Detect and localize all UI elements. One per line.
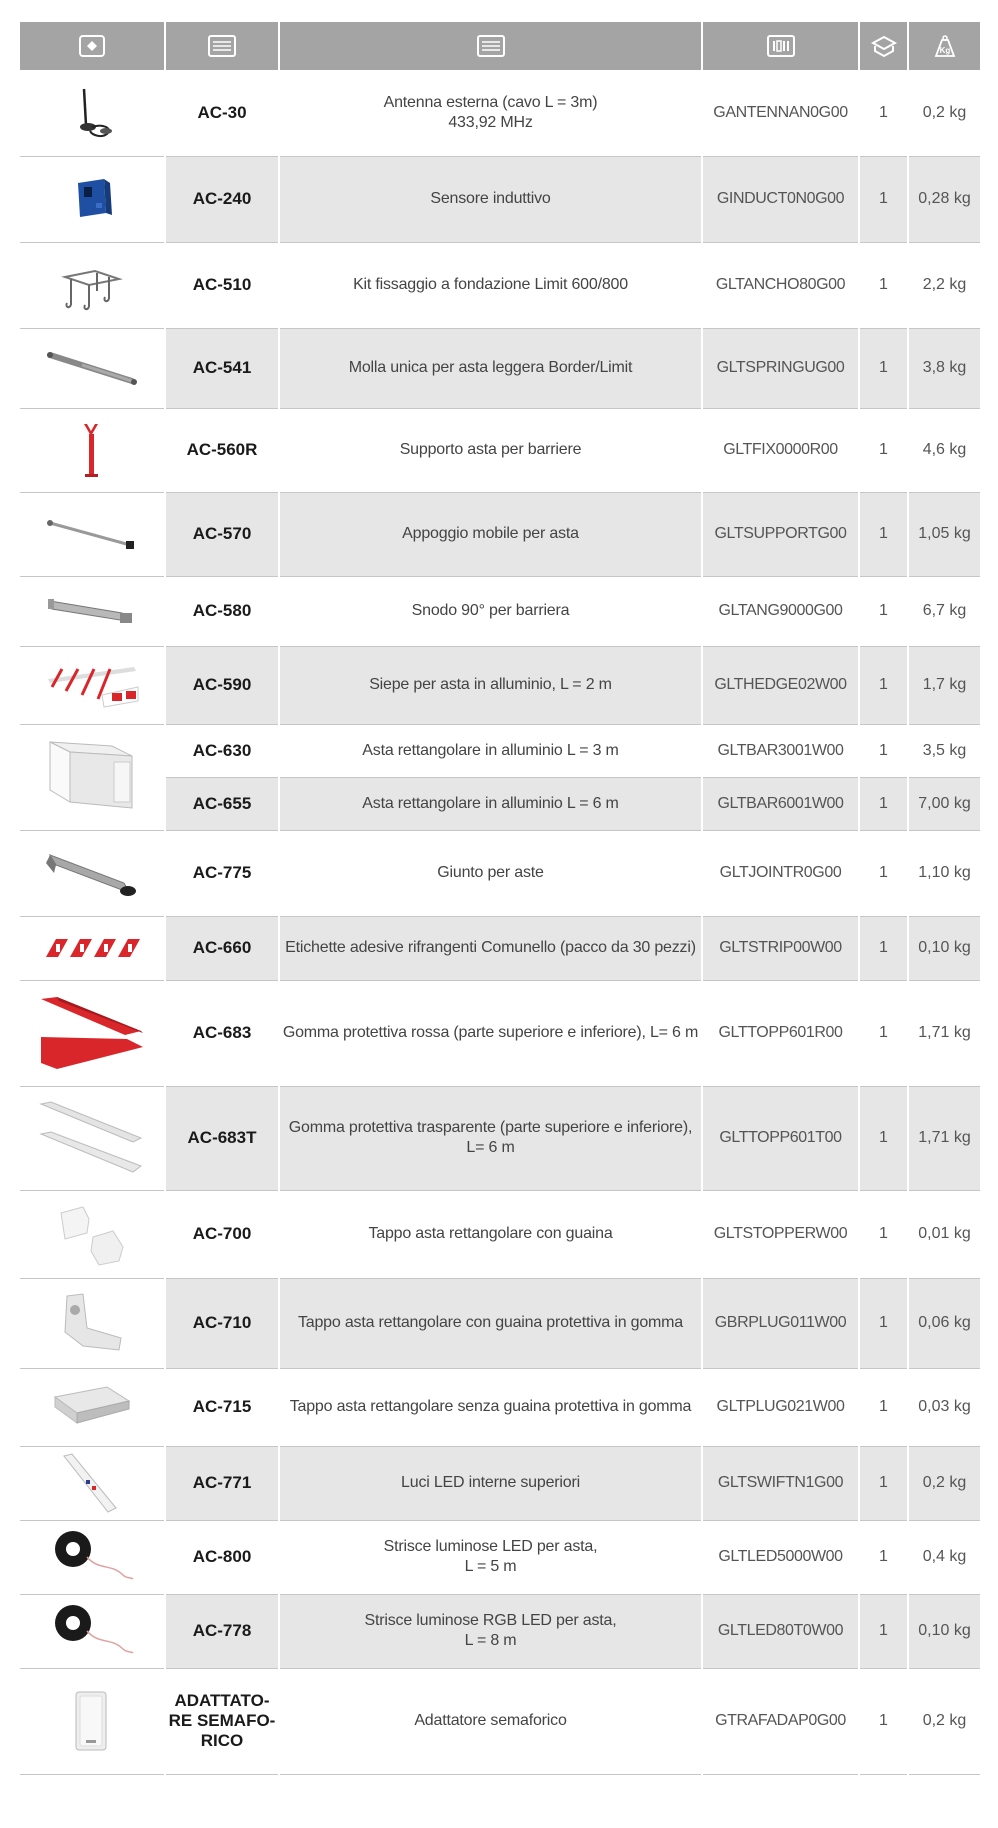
product-image-cell <box>20 1278 165 1368</box>
table-row <box>20 156 980 242</box>
product-quantity: 1 <box>859 1520 908 1594</box>
svg-text:Kg: Kg <box>939 46 950 55</box>
table-row <box>20 328 980 408</box>
table-row <box>20 1190 980 1278</box>
product-code: AC-771 <box>165 1446 279 1520</box>
product-code: AC-541 <box>165 328 279 408</box>
skirt-icon <box>42 657 142 713</box>
product-description: Molla unica per asta leggera Border/Limit <box>279 328 702 408</box>
table-row <box>20 1446 980 1520</box>
table-header <box>20 22 980 70</box>
product-weight: 4,6 kg <box>908 408 980 492</box>
product-quantity: 1 <box>859 1278 908 1368</box>
product-weight: 0,06 kg <box>908 1278 980 1368</box>
product-reference: GINDUCT0N0G00 <box>702 156 859 242</box>
product-reference: GLTLED5000W00 <box>702 1520 859 1594</box>
product-reference: GLTSTRIP00W00 <box>702 916 859 980</box>
product-quantity: 1 <box>859 1190 908 1278</box>
product-reference: GBRPLUG011W00 <box>702 1278 859 1368</box>
clear-rubber-icon <box>37 1098 147 1178</box>
product-quantity: 1 <box>859 328 908 408</box>
table-row <box>20 1668 980 1774</box>
product-quantity: 1 <box>859 1446 908 1520</box>
product-image-cell <box>20 646 165 724</box>
product-description: Siepe per asta in alluminio, L = 2 m <box>279 646 702 724</box>
product-weight: 1,71 kg <box>908 1086 980 1190</box>
product-weight: 3,8 kg <box>908 328 980 408</box>
product-reference: GTRAFADAP0G00 <box>702 1668 859 1774</box>
product-reference: GLTBAR3001W00 <box>702 724 859 777</box>
product-description: Kit fissaggio a fondazione Limit 600/800 <box>279 242 702 328</box>
product-reference: GANTENNAN0G00 <box>702 70 859 156</box>
product-code: AC-700 <box>165 1190 279 1278</box>
mobile-rest-icon <box>42 509 142 559</box>
product-image-cell <box>20 1668 165 1774</box>
product-weight: 0,01 kg <box>908 1190 980 1278</box>
code-list-icon <box>207 34 237 58</box>
product-description: Tappo asta rettangolare con guaina <box>279 1190 702 1278</box>
product-reference: GLTJOINTR0G00 <box>702 830 859 916</box>
product-reference: GLTSTOPPERW00 <box>702 1190 859 1278</box>
product-code: AC-715 <box>165 1368 279 1446</box>
product-reference: GLTSUPPORTG00 <box>702 492 859 576</box>
product-code: AC-655 <box>165 777 279 830</box>
boom-joint-icon <box>42 843 142 903</box>
table-row <box>20 408 980 492</box>
product-description: Gomma protettiva rossa (parte superiore e inferiore), L= 6 m <box>279 980 702 1086</box>
product-weight: 1,7 kg <box>908 646 980 724</box>
product-reference: GLTANCHO80G00 <box>702 242 859 328</box>
rgb-led-reel-icon <box>47 1601 137 1661</box>
product-weight: 0,28 kg <box>908 156 980 242</box>
header-image-cell <box>20 22 165 70</box>
product-quantity: 1 <box>859 1594 908 1668</box>
product-code: AC-510 <box>165 242 279 328</box>
product-reference: GLTSPRINGUG00 <box>702 328 859 408</box>
product-description: Antenna esterna (cavo L = 3m) 433,92 MHz <box>279 70 702 156</box>
product-description: Supporto asta per barriere <box>279 408 702 492</box>
weight-kg-icon <box>933 34 957 58</box>
accessories-table <box>20 22 980 1775</box>
table-row <box>20 1594 980 1668</box>
product-quantity: 1 <box>859 242 908 328</box>
product-description: Sensore induttivo <box>279 156 702 242</box>
product-reference: GLTTOPP601T00 <box>702 1086 859 1190</box>
product-weight: 1,71 kg <box>908 980 980 1086</box>
product-weight: 1,05 kg <box>908 492 980 576</box>
product-quantity: 1 <box>859 724 908 777</box>
product-code: AC-630 <box>165 724 279 777</box>
header-description-cell <box>279 22 702 70</box>
table-row <box>20 492 980 576</box>
product-description: Adattatore semaforico <box>279 1668 702 1774</box>
product-image-cell <box>20 328 165 408</box>
product-code: AC-683T <box>165 1086 279 1190</box>
product-weight: 6,7 kg <box>908 576 980 646</box>
header-quantity-cell <box>859 22 908 70</box>
product-description: Tappo asta rettangolare con guaina protettiva in gomma <box>279 1278 702 1368</box>
product-image-cell <box>20 980 165 1086</box>
product-description: Appoggio mobile per asta <box>279 492 702 576</box>
product-quantity: 1 <box>859 70 908 156</box>
product-reference: GLTHEDGE02W00 <box>702 646 859 724</box>
end-cap-plain-icon <box>47 1377 137 1437</box>
product-image-cell <box>20 1368 165 1446</box>
product-description: Tappo asta rettangolare senza guaina protettiva in gomma <box>279 1368 702 1446</box>
product-image-cell <box>20 576 165 646</box>
foundation-kit-icon <box>57 257 127 313</box>
product-image-cell <box>20 724 165 830</box>
product-quantity: 1 <box>859 1086 908 1190</box>
table-row <box>20 70 980 156</box>
led-strip-reel-icon <box>47 1527 137 1587</box>
table-row <box>20 916 980 980</box>
inductive-sensor-icon <box>62 171 122 227</box>
product-code: AC-660 <box>165 916 279 980</box>
product-image-cell <box>20 1594 165 1668</box>
table-row <box>20 1086 980 1190</box>
product-weight: 7,00 kg <box>908 777 980 830</box>
product-code: ADATTATO- RE SEMAFO- RICO <box>165 1668 279 1774</box>
product-code: AC-240 <box>165 156 279 242</box>
product-image-cell <box>20 408 165 492</box>
product-image-cell <box>20 916 165 980</box>
product-image-cell <box>20 1086 165 1190</box>
product-weight: 0,2 kg <box>908 1446 980 1520</box>
product-description: Snodo 90° per barriera <box>279 576 702 646</box>
product-description: Luci LED interne superiori <box>279 1446 702 1520</box>
product-reference: GLTPLUG021W00 <box>702 1368 859 1446</box>
joint-90-icon <box>42 591 142 631</box>
product-image-cell <box>20 830 165 916</box>
product-reference: GLTANG9000G00 <box>702 576 859 646</box>
barcode-icon <box>766 34 796 58</box>
product-image-icon <box>78 34 106 58</box>
product-code: AC-710 <box>165 1278 279 1368</box>
product-code: AC-30 <box>165 70 279 156</box>
description-list-icon <box>476 34 506 58</box>
product-image-cell <box>20 1520 165 1594</box>
product-weight: 0,2 kg <box>908 70 980 156</box>
product-description: Asta rettangolare in alluminio L = 6 m <box>279 777 702 830</box>
package-box-icon <box>870 34 898 58</box>
rectangular-boom-icon <box>42 732 142 822</box>
product-quantity: 1 <box>859 646 908 724</box>
table-row <box>20 1278 980 1368</box>
antenna-icon <box>62 85 122 141</box>
product-code: AC-683 <box>165 980 279 1086</box>
product-weight: 0,4 kg <box>908 1520 980 1594</box>
product-quantity: 1 <box>859 1368 908 1446</box>
table-row <box>20 242 980 328</box>
product-reference: GLTBAR6001W00 <box>702 777 859 830</box>
end-cap-rubber-icon <box>47 1288 137 1358</box>
product-quantity: 1 <box>859 777 908 830</box>
table-row <box>20 1368 980 1446</box>
reflective-labels-icon <box>42 933 142 963</box>
product-code: AC-775 <box>165 830 279 916</box>
product-code: AC-570 <box>165 492 279 576</box>
product-weight: 1,10 kg <box>908 830 980 916</box>
table-row <box>20 576 980 646</box>
end-cap-icon <box>47 1199 137 1269</box>
product-image-cell <box>20 156 165 242</box>
spring-icon <box>42 343 142 393</box>
product-reference: GLTFIX0000R00 <box>702 408 859 492</box>
product-quantity: 1 <box>859 156 908 242</box>
red-rubber-icon <box>37 993 147 1073</box>
traffic-light-adapter-icon <box>62 1686 122 1756</box>
product-description: Gomma protettiva trasparente (parte superiore e inferiore), L= 6 m <box>279 1086 702 1190</box>
product-image-cell <box>20 70 165 156</box>
product-quantity: 1 <box>859 1668 908 1774</box>
boom-support-icon <box>72 420 112 480</box>
product-quantity: 1 <box>859 830 908 916</box>
product-weight: 3,5 kg <box>908 724 980 777</box>
product-quantity: 1 <box>859 916 908 980</box>
table-row <box>20 1520 980 1594</box>
product-weight: 0,03 kg <box>908 1368 980 1446</box>
product-reference: GLTSWIFTN1G00 <box>702 1446 859 1520</box>
product-quantity: 1 <box>859 408 908 492</box>
product-reference: GLTTOPP601R00 <box>702 980 859 1086</box>
table-row <box>20 646 980 724</box>
product-code: AC-778 <box>165 1594 279 1668</box>
product-code: AC-580 <box>165 576 279 646</box>
product-quantity: 1 <box>859 492 908 576</box>
product-description: Asta rettangolare in alluminio L = 3 m <box>279 724 702 777</box>
product-weight: 0,2 kg <box>908 1668 980 1774</box>
product-description: Strisce luminose RGB LED per asta, L = 8 m <box>279 1594 702 1668</box>
led-board-icon <box>52 1450 132 1516</box>
table-row <box>20 980 980 1086</box>
product-quantity: 1 <box>859 576 908 646</box>
header-reference-cell <box>702 22 859 70</box>
header-code-cell <box>165 22 279 70</box>
product-weight: 2,2 kg <box>908 242 980 328</box>
product-weight: 0,10 kg <box>908 916 980 980</box>
table-row <box>20 724 980 777</box>
product-reference: GLTLED80T0W00 <box>702 1594 859 1668</box>
product-image-cell <box>20 1446 165 1520</box>
product-code: AC-590 <box>165 646 279 724</box>
product-code: AC-800 <box>165 1520 279 1594</box>
product-description: Strisce luminose LED per asta, L = 5 m <box>279 1520 702 1594</box>
product-quantity: 1 <box>859 980 908 1086</box>
product-weight: 0,10 kg <box>908 1594 980 1668</box>
product-image-cell <box>20 492 165 576</box>
table-row <box>20 830 980 916</box>
product-image-cell <box>20 1190 165 1278</box>
product-image-cell <box>20 242 165 328</box>
product-code: AC-560R <box>165 408 279 492</box>
header-weight-cell <box>908 22 980 70</box>
product-description: Etichette adesive rifrangenti Comunello (pacco da 30 pezzi) <box>279 916 702 980</box>
product-description: Giunto per aste <box>279 830 702 916</box>
